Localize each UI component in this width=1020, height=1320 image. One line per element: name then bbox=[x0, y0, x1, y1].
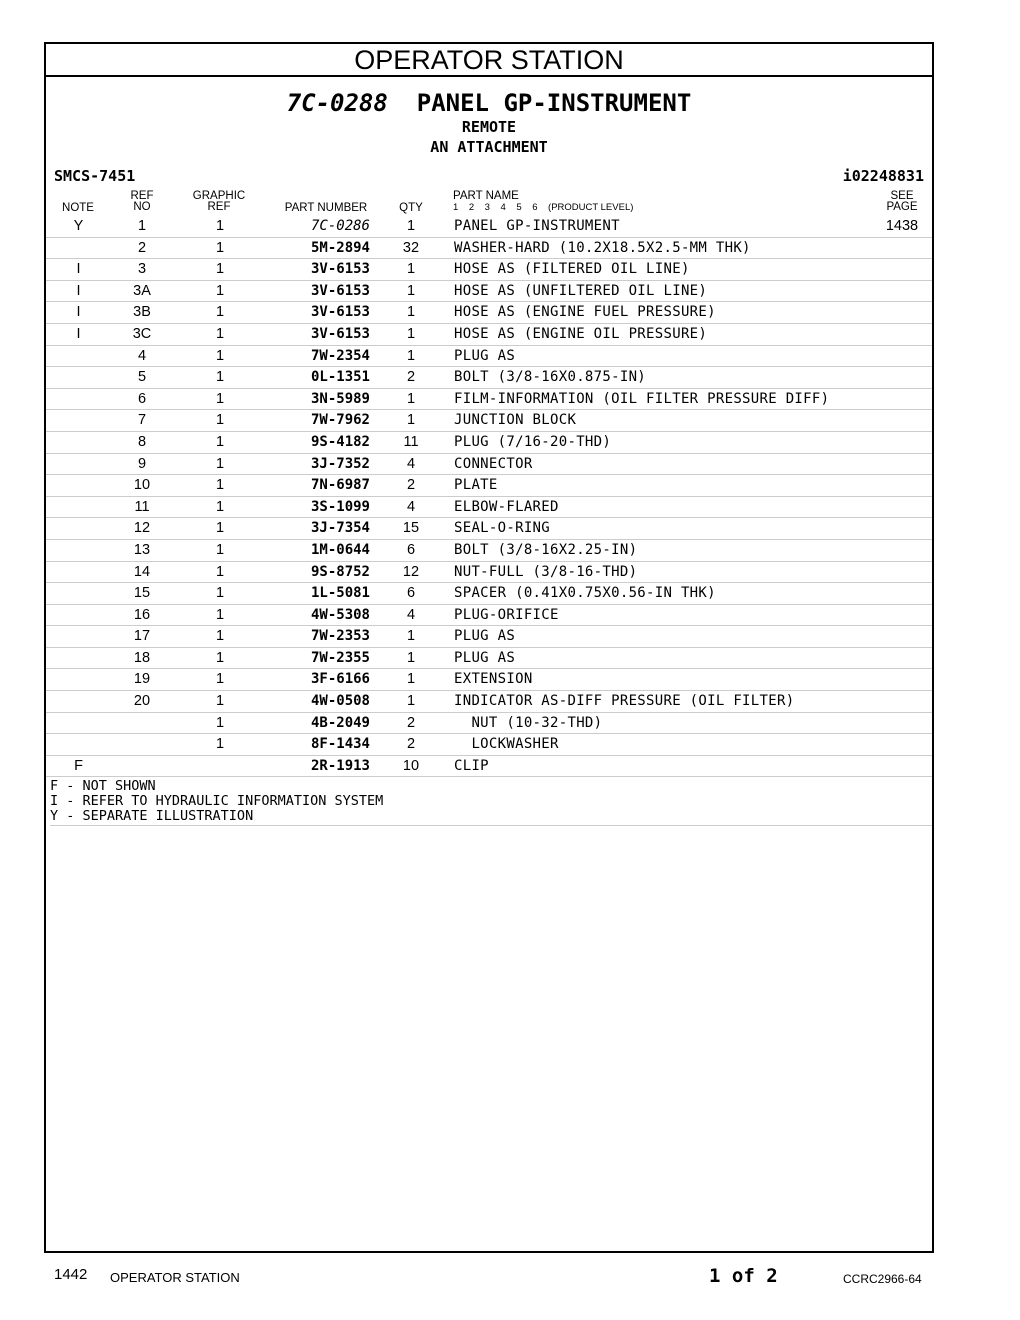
ref-no-cell: 12 bbox=[133, 520, 151, 537]
footer-page-of: 1 of 2 bbox=[709, 1265, 778, 1287]
header-part-number: PART NUMBER bbox=[284, 202, 368, 214]
graphic-ref-cell: 1 bbox=[215, 714, 225, 731]
header-ref-bottom: NO bbox=[133, 201, 151, 213]
part-number-cell: 5M-2894 bbox=[310, 239, 370, 256]
part-number-cell: 7W-2354 bbox=[310, 347, 370, 364]
qty-cell: 2 bbox=[406, 736, 416, 753]
ref-no-cell: 8 bbox=[137, 433, 147, 450]
part-name-cell: NUT-FULL (3/8-16-THD) bbox=[454, 563, 638, 580]
ref-no-cell: 1 bbox=[137, 218, 147, 234]
part-name-cell: PLUG (7/16-20-THD) bbox=[454, 433, 612, 450]
graphic-ref-cell: 1 bbox=[215, 455, 225, 472]
table-row bbox=[46, 410, 932, 432]
part-name-cell: HOSE AS (FILTERED OIL LINE) bbox=[454, 261, 690, 278]
table-row bbox=[46, 756, 932, 778]
qty-cell: 1 bbox=[406, 325, 416, 342]
part-number-cell: 7C-0286 bbox=[310, 218, 370, 234]
footer-page-number: 1442 bbox=[54, 1266, 88, 1283]
graphic-ref-cell: 1 bbox=[215, 390, 225, 407]
note-line: I - REFER TO HYDRAULIC INFORMATION SYSTEM bbox=[50, 793, 384, 809]
table-row bbox=[46, 302, 932, 324]
qty-cell: 6 bbox=[406, 541, 416, 558]
part-number-cell: 3V-6153 bbox=[310, 304, 370, 321]
part-number-cell: 9S-8752 bbox=[310, 563, 370, 580]
table-row bbox=[46, 475, 932, 497]
table-row bbox=[46, 562, 932, 584]
part-name-cell: HOSE AS (ENGINE OIL PRESSURE) bbox=[454, 325, 708, 342]
qty-cell: 2 bbox=[406, 369, 416, 386]
table-row bbox=[46, 540, 932, 562]
footer-section: OPERATOR STATION bbox=[110, 1270, 240, 1285]
table-row bbox=[46, 669, 932, 691]
part-name-cell: BOLT (3/8-16X2.25-IN) bbox=[454, 541, 638, 558]
part-number-cell: 3F-6166 bbox=[310, 671, 370, 688]
qty-cell: 1 bbox=[406, 390, 416, 407]
qty-cell: 1 bbox=[406, 649, 416, 666]
header-ref bbox=[126, 191, 158, 213]
graphic-ref-cell: 1 bbox=[215, 325, 225, 342]
qty-cell: 1 bbox=[406, 628, 416, 645]
part-number-cell: 7W-7962 bbox=[310, 412, 370, 429]
note-cell: I bbox=[76, 282, 81, 299]
part-name-cell: ELBOW-FLARED bbox=[454, 498, 559, 515]
qty-cell: 2 bbox=[406, 477, 416, 494]
ref-no-cell: 15 bbox=[133, 585, 151, 602]
note-cell: I bbox=[76, 304, 81, 321]
part-name-cell: FILM-INFORMATION (OIL FILTER PRESSURE DIFF) bbox=[454, 390, 830, 407]
part-number-cell: 1L-5081 bbox=[310, 585, 370, 602]
part-name-cell: EXTENSION bbox=[454, 671, 533, 688]
graphic-ref-cell: 1 bbox=[215, 563, 225, 580]
table-row bbox=[46, 432, 932, 454]
table-row bbox=[46, 497, 932, 519]
part-name-cell: JUNCTION BLOCK bbox=[454, 412, 577, 429]
graphic-ref-cell: 1 bbox=[215, 412, 225, 429]
table-row bbox=[46, 346, 932, 368]
qty-cell: 1 bbox=[406, 304, 416, 321]
qty-cell: 11 bbox=[403, 433, 419, 450]
ref-no-cell: 3 bbox=[137, 261, 147, 278]
group-name: PANEL GP-INSTRUMENT bbox=[416, 89, 692, 117]
graphic-ref-cell: 1 bbox=[215, 433, 225, 450]
ref-no-cell: 3B bbox=[133, 304, 151, 321]
qty-cell: 15 bbox=[402, 520, 420, 537]
graphic-ref-cell: 1 bbox=[215, 498, 225, 515]
qty-cell: 2 bbox=[406, 714, 416, 731]
qty-cell: 12 bbox=[402, 563, 420, 580]
part-number-cell: 2R-1913 bbox=[310, 757, 370, 774]
part-name-cell: BOLT (3/8-16X0.875-IN) bbox=[454, 369, 647, 386]
qty-cell: 1 bbox=[406, 693, 416, 710]
part-number-cell: 7W-2353 bbox=[310, 628, 370, 645]
qty-cell: 6 bbox=[406, 585, 416, 602]
ref-no-cell: 16 bbox=[133, 606, 151, 623]
table-row bbox=[46, 691, 932, 713]
note-line: F - NOT SHOWN bbox=[50, 778, 156, 794]
header-note: NOTE bbox=[62, 202, 94, 214]
table-row bbox=[46, 389, 932, 411]
ref-no-cell: 3C bbox=[132, 325, 152, 342]
graphic-ref-cell: 1 bbox=[215, 369, 225, 386]
part-name-cell: PLUG AS bbox=[454, 649, 516, 666]
note-cell: I bbox=[76, 261, 81, 278]
graphic-ref-cell: 1 bbox=[215, 239, 225, 256]
part-number-cell: 7W-2355 bbox=[310, 649, 370, 666]
part-number-cell: 0L-1351 bbox=[310, 369, 370, 386]
part-name-cell: WASHER-HARD (10.2X18.5X2.5-MM THK) bbox=[454, 239, 751, 256]
ref-no-cell: 17 bbox=[133, 628, 151, 645]
table-row bbox=[46, 734, 932, 756]
qty-cell: 4 bbox=[406, 606, 416, 623]
table-row bbox=[46, 626, 932, 648]
table-row bbox=[46, 648, 932, 670]
part-number-cell: 3J-7354 bbox=[310, 520, 370, 537]
table-row bbox=[46, 324, 932, 346]
part-name-cell: PLUG AS bbox=[454, 628, 516, 645]
part-number-cell: 8F-1434 bbox=[310, 736, 370, 753]
header-product-levels: 1 2 3 4 5 6 (PRODUCT LEVEL) bbox=[453, 202, 634, 213]
table-row bbox=[46, 518, 932, 540]
ref-no-cell: 10 bbox=[133, 477, 151, 494]
qty-cell: 4 bbox=[406, 498, 416, 515]
part-number-cell: 3V-6153 bbox=[310, 325, 370, 342]
qty-cell: 10 bbox=[402, 757, 420, 774]
part-name-cell: LOCKWASHER bbox=[454, 736, 559, 753]
part-number-cell: 3S-1099 bbox=[310, 498, 370, 515]
part-name-cell: SPACER (0.41X0.75X0.56-IN THK) bbox=[454, 585, 716, 602]
part-number-cell: 4B-2049 bbox=[310, 714, 370, 731]
see-page-cell: 1438 bbox=[885, 218, 919, 234]
note-line: Y - SEPARATE ILLUSTRATION bbox=[50, 808, 254, 824]
header-part-name bbox=[453, 191, 673, 213]
header-see-bottom: PAGE bbox=[886, 201, 918, 213]
header-qty: QTY bbox=[399, 202, 423, 214]
qty-cell: 1 bbox=[406, 218, 416, 234]
ref-no-cell: 19 bbox=[133, 671, 151, 688]
part-name-cell: CONNECTOR bbox=[454, 455, 533, 472]
graphic-ref-cell: 1 bbox=[215, 541, 225, 558]
table-row bbox=[46, 713, 932, 735]
header-see-top: SEE bbox=[890, 190, 914, 202]
table-row bbox=[46, 216, 932, 238]
qty-cell: 1 bbox=[406, 412, 416, 429]
ref-no-cell: 20 bbox=[133, 693, 151, 710]
header-part-name-label: PART NAME bbox=[453, 190, 519, 202]
graphic-ref-cell: 1 bbox=[215, 261, 225, 278]
smcs-code: SMCS-7451 bbox=[54, 167, 136, 185]
parts-page-frame bbox=[44, 42, 934, 1253]
part-name-cell: PLUG-ORIFICE bbox=[454, 606, 559, 623]
table-row bbox=[46, 367, 932, 389]
part-number-cell: 3V-6153 bbox=[310, 261, 370, 278]
table-row bbox=[46, 259, 932, 281]
table-row bbox=[46, 583, 932, 605]
note-cell: Y bbox=[73, 218, 84, 234]
graphic-ref-cell: 1 bbox=[215, 347, 225, 364]
ref-no-cell: 6 bbox=[137, 390, 147, 407]
graphic-ref-cell: 1 bbox=[215, 282, 225, 299]
ref-no-cell: 7 bbox=[137, 412, 147, 429]
group-heading bbox=[46, 89, 932, 117]
ref-no-cell: 18 bbox=[133, 649, 151, 666]
ref-no-cell: 14 bbox=[133, 563, 151, 580]
graphic-ref-cell: 1 bbox=[215, 628, 225, 645]
part-name-cell: PLATE bbox=[454, 477, 498, 494]
header-graphic-ref bbox=[186, 191, 252, 213]
part-name-cell: INDICATOR AS-DIFF PRESSURE (OIL FILTER) bbox=[454, 693, 795, 710]
parts-table bbox=[46, 216, 932, 777]
part-number-cell: 1M-0644 bbox=[310, 541, 370, 558]
table-row bbox=[46, 605, 932, 627]
table-row bbox=[46, 454, 932, 476]
part-name-cell: SEAL-O-RING bbox=[454, 520, 551, 537]
footer-doc-code: CCRC2966-64 bbox=[843, 1272, 922, 1286]
ref-no-cell: 13 bbox=[133, 541, 151, 558]
header-gref-top: GRAPHIC bbox=[192, 190, 246, 202]
part-number-cell: 3J-7352 bbox=[310, 455, 370, 472]
part-name-cell: NUT (10-32-THD) bbox=[454, 714, 603, 731]
section-title: OPERATOR STATION bbox=[46, 44, 932, 77]
qty-cell: 4 bbox=[406, 455, 416, 472]
header-see-page bbox=[876, 191, 928, 213]
note-cell: I bbox=[76, 325, 81, 342]
header-ref-top: REF bbox=[130, 190, 154, 202]
qty-cell: 1 bbox=[406, 282, 416, 299]
graphic-ref-cell: 1 bbox=[215, 736, 225, 753]
ref-no-cell: 4 bbox=[137, 347, 147, 364]
graphic-ref-cell: 1 bbox=[215, 477, 225, 494]
ref-no-cell: 9 bbox=[137, 455, 147, 472]
part-name-cell: PLUG AS bbox=[454, 347, 516, 364]
group-subtitle-2: AN ATTACHMENT bbox=[430, 138, 548, 156]
part-number-cell: 4W-0508 bbox=[310, 693, 370, 710]
ref-no-cell: 5 bbox=[137, 369, 147, 386]
illustration-id: i02248831 bbox=[842, 167, 924, 185]
qty-cell: 32 bbox=[402, 239, 420, 256]
graphic-ref-cell: 1 bbox=[215, 693, 225, 710]
table-row bbox=[46, 281, 932, 303]
ref-no-cell: 11 bbox=[134, 498, 150, 515]
part-name-cell: HOSE AS (ENGINE FUEL PRESSURE) bbox=[454, 304, 716, 321]
group-subtitle-1: REMOTE bbox=[461, 118, 517, 136]
part-name-cell: HOSE AS (UNFILTERED OIL LINE) bbox=[454, 282, 708, 299]
qty-cell: 1 bbox=[406, 261, 416, 278]
note-cell: F bbox=[74, 757, 83, 774]
graphic-ref-cell: 1 bbox=[215, 218, 225, 234]
group-number: 7C-0288 bbox=[286, 89, 388, 117]
part-number-cell: 4W-5308 bbox=[310, 606, 370, 623]
graphic-ref-cell: 1 bbox=[215, 585, 225, 602]
qty-cell: 1 bbox=[406, 347, 416, 364]
notes-legend bbox=[50, 779, 932, 826]
qty-cell: 1 bbox=[406, 671, 416, 688]
part-name-cell: CLIP bbox=[454, 757, 489, 774]
part-number-cell: 3N-5989 bbox=[310, 390, 370, 407]
ref-no-cell: 2 bbox=[137, 239, 147, 256]
graphic-ref-cell: 1 bbox=[215, 606, 225, 623]
graphic-ref-cell: 1 bbox=[215, 671, 225, 688]
graphic-ref-cell: 1 bbox=[215, 520, 225, 537]
graphic-ref-cell: 1 bbox=[215, 304, 225, 321]
part-name-cell: PANEL GP-INSTRUMENT bbox=[454, 218, 620, 234]
table-row bbox=[46, 238, 932, 260]
ref-no-cell: 3A bbox=[133, 282, 151, 299]
graphic-ref-cell: 1 bbox=[215, 649, 225, 666]
header-gref-bottom: REF bbox=[207, 201, 231, 213]
part-number-cell: 7N-6987 bbox=[310, 477, 370, 494]
part-number-cell: 9S-4182 bbox=[310, 433, 370, 450]
part-number-cell: 3V-6153 bbox=[310, 282, 370, 299]
